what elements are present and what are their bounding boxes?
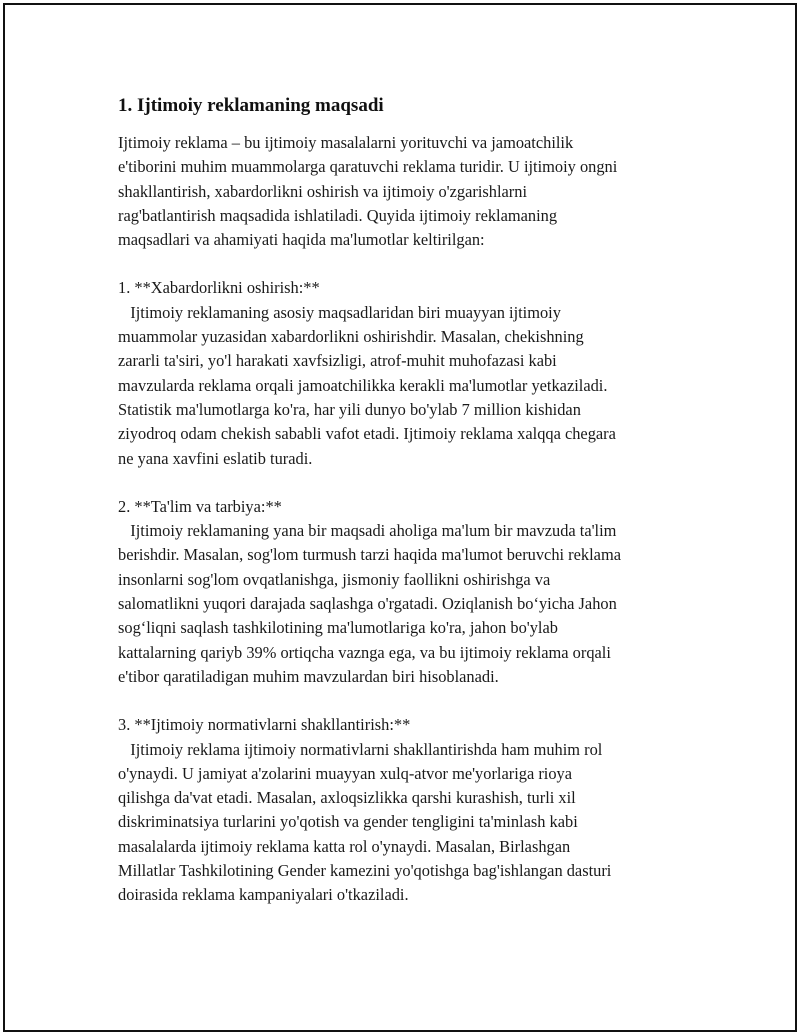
- item-body-education: Ijtimoiy reklamaning yana bir maqsadi aholiga ma'lum bir mavzuda ta'lim berishdir. Masalan, sog'lom turmush tarzi haqida ma'lumot beruvchi reklama insonlarni sog'lom ovqatlanishga, jismoniy faollikni oshirishga va salomatlikni yuqori darajada saqlashga o'rgatadi. Oziqlanish bo‘yicha Jahon sog‘liqni saqlash tashkilotining ma'lumotlariga ko'ra, jahon bo'ylab kattalarning qariyb 39% ortiqcha vaznga ega, va bu ijtimoiy reklama orqali e'tibor qaratiladigan muhim mavzulardan biri hisoblanadi.: [118, 521, 621, 686]
- item-body-norms: Ijtimoiy reklama ijtimoiy normativlarni shakllantirishda ham muhim rol o'ynaydi. U jamiyat a'zolarini muayyan xulq-atvor me'yorlariga rioya qilishga da'vat etadi. Masalan, axloqsizlikka qarshi kurashish, turli xil diskriminatsiya turlarini yo'qotish va gender tengligini ta'minlash kabi masalalarda ijtimoiy reklama katta rol o'ynaydi. Masalan, Birlashgan Millatlar Tashkilotining Gender kamezini yo'qotishga bag'ishlangan dasturi doirasida reklama kampaniyalari o'tkaziladi.: [118, 739, 612, 905]
- section-heading: 1. Ijtimoiy reklamaning maqsadi: [118, 95, 384, 116]
- document-body: [118, 93, 698, 908]
- intro-paragraph: Ijtimoiy reklama – bu ijtimoiy masalalarni yorituvchi va jamoatchilik e'tiborini muhim muammolarga qaratuvchi reklama turidir. U ijtimoiy ongni shakllantirish, xabardorlikni oshirish va ijtimoiy o'zgarishlarni rag'batlantirish maqsadida ishlatiladi. Quyida ijtimoiy reklamaning maqsadlari va ahamiyati haqida ma'lumotlar keltirilgan:: [118, 133, 618, 250]
- item-title-awareness: 1. **Xabardorlikni oshirish:**: [118, 278, 320, 298]
- item-title-norms: 3. **Ijtimoiy normativlarni shakllantirish:**: [118, 715, 411, 735]
- item-body-awareness: Ijtimoiy reklamaning asosiy maqsadlaridan biri muayyan ijtimoiy muammolar yuzasidan xabardorlikni oshirishdir. Masalan, chekishning zararli ta'siri, yo'l harakati xavfsizligi, atrof-muhit muhofazasi kabi mavzularda reklama orqali jamoatchilikka kerakli ma'lumotlar yetkaziladi. Statistik ma'lumotlarga ko'ra, har yili dunyo bo'ylab 7 million kishidan ziyodroq odam chekish sababli vafot etadi. Ijtimoiy reklama xalqqa chegara ne yana xavfini eslatib turadi.: [118, 302, 616, 468]
- item-title-education: 2. **Ta'lim va tarbiya:**: [118, 496, 282, 516]
